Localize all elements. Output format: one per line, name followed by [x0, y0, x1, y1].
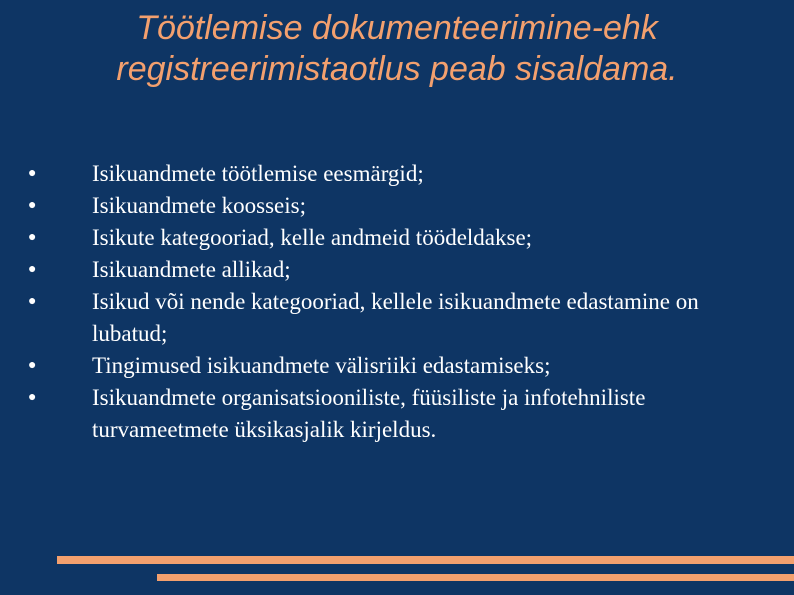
bullet-text: Isikuandmete allikad;	[92, 257, 291, 282]
bullet-text: Isikud või nende kategooriad, kellele isikuandmete edastamine on lubatud;	[92, 289, 699, 346]
bullet-text: Tingimused isikuandmete välisriiki edastamiseks;	[92, 353, 551, 378]
list-item	[28, 286, 768, 350]
bullet-text: Isikuandmete töötlemise eesmärgid;	[92, 161, 424, 186]
slide-title: Töötlemise dokumenteerimine-ehk registreerimistaotlus peab sisaldama.	[116, 9, 678, 88]
list-item	[28, 350, 768, 382]
decorative-bar-top	[57, 556, 794, 564]
list-item	[28, 158, 768, 190]
list-item	[28, 382, 768, 446]
bullet-dot-icon: ●	[28, 230, 37, 245]
bullet-text: Isikuandmete organisatsiooniliste, füüsiliste ja infotehniliste turvameetmete üksikasjalik kirjeldus.	[92, 385, 646, 442]
decorative-bar-bottom	[157, 574, 794, 581]
list-item	[28, 222, 768, 254]
bullet-dot-icon: ●	[28, 294, 37, 309]
list-item	[28, 254, 768, 286]
bullet-text: Isikuandmete koosseis;	[92, 193, 306, 218]
bullet-dot-icon: ●	[28, 390, 37, 405]
bullet-list	[28, 158, 768, 446]
list-item	[28, 190, 768, 222]
bullet-dot-icon: ●	[28, 262, 37, 277]
bullet-text: Isikute kategooriad, kelle andmeid töödeldakse;	[92, 225, 533, 250]
bullet-dot-icon: ●	[28, 166, 37, 181]
bullet-dot-icon: ●	[28, 198, 37, 213]
bullet-dot-icon: ●	[28, 358, 37, 373]
